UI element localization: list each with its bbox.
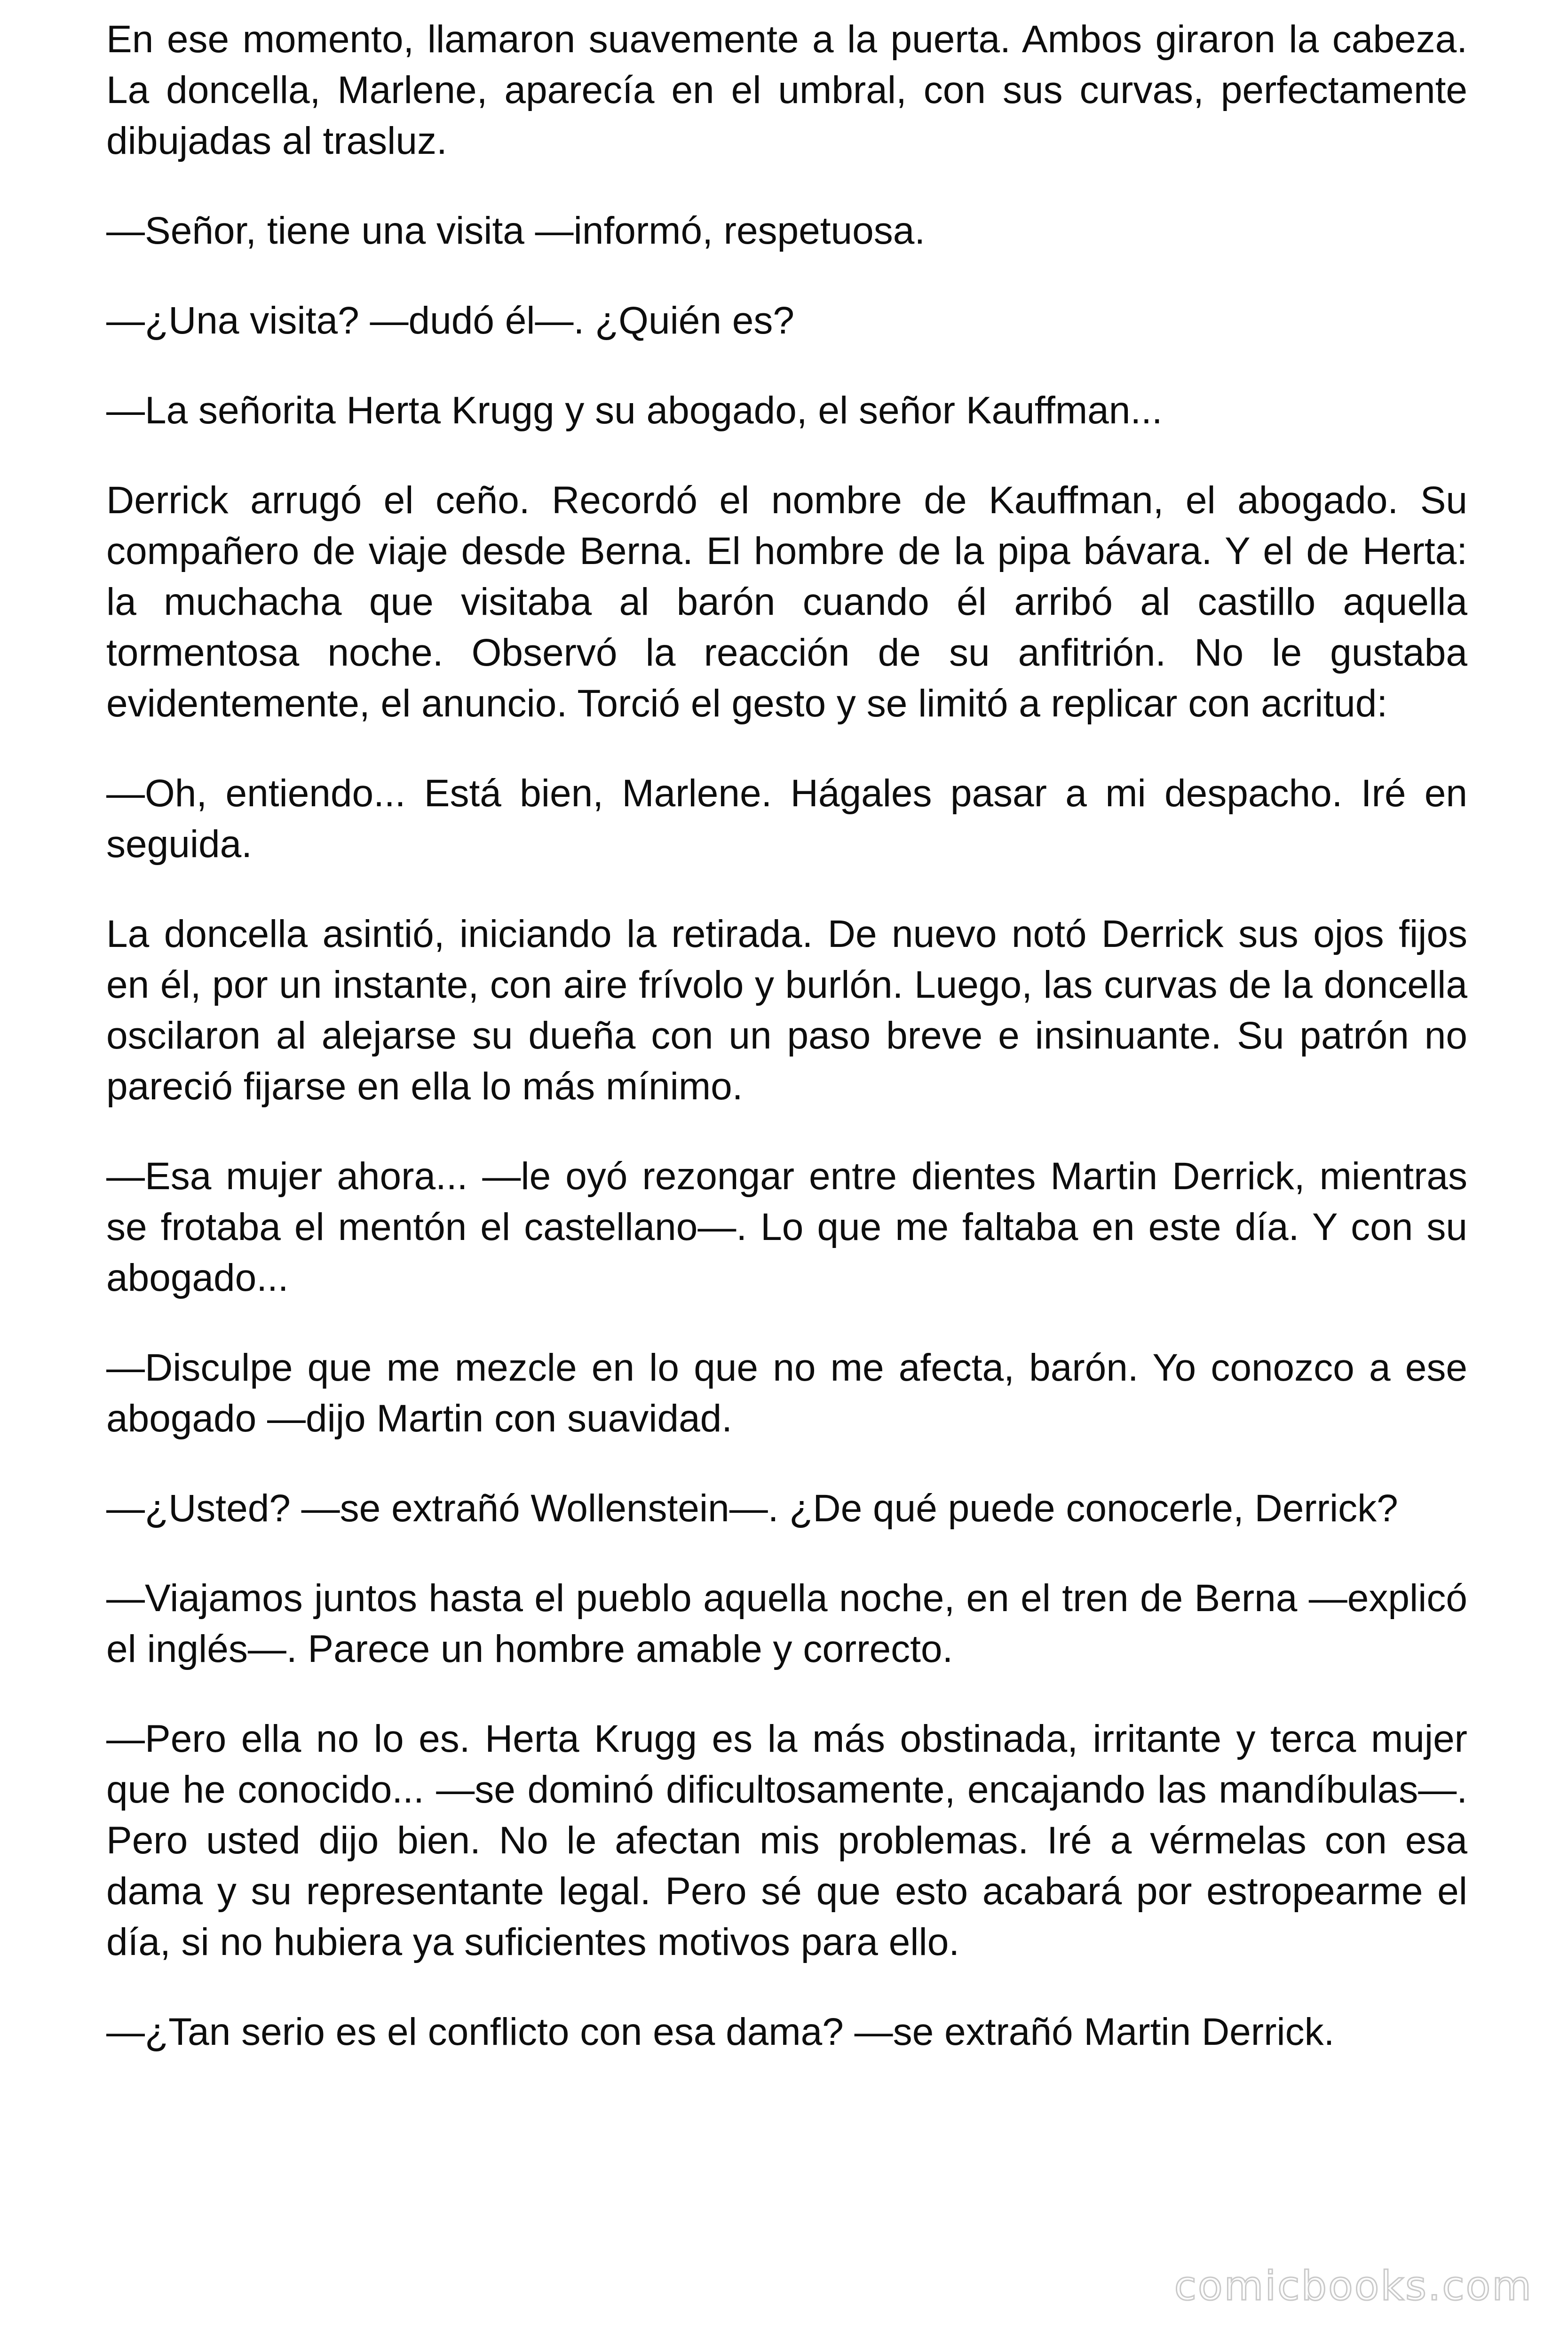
paragraph: —Esa mujer ahora... —le oyó rezongar entre dientes Martin Derrick, mientras se frotaba el mentón el castellano—. Lo que me faltaba en este día. Y con su abogado... [106, 1155, 1467, 1299]
watermark-text: comicbooks.com [1174, 2263, 1533, 2310]
paragraph: —¿Usted? —se extrañó Wollenstein—. ¿De qué puede conocerle, Derrick? [106, 1487, 1398, 1530]
paragraph: La doncella asintió, iniciando la retirada. De nuevo notó Derrick sus ojos fijos en él, por un instante, con aire frívolo y burlón. Luego, las curvas de la doncella oscilaron al alejarse su dueña con un paso breve e insinuante. Su patrón no pareció fijarse en ella lo más mínimo. [106, 913, 1467, 1108]
paragraph: —Oh, entiendo... Está bien, Marlene. Hágales pasar a mi despacho. Iré en seguida. [106, 772, 1467, 866]
paragraph: —Señor, tiene una visita —informó, respetuosa. [106, 209, 926, 252]
text-body [106, 14, 1467, 2058]
paragraph: —¿Una visita? —dudó él—. ¿Quién es? [106, 299, 794, 342]
paragraph: —Pero ella no lo es. Herta Krugg es la más obstinada, irritante y terca mujer que he conocido... —se dominó dificultosamente, encajando las mandíbulas—. Pero usted dijo bien. No le afectan mis problemas. Iré a vérmelas con esa dama y su representante legal. Pero sé que esto acabará por estropearme el día, si no hubiera ya suficientes motivos para ello. [106, 1717, 1467, 1963]
paragraph: —¿Tan serio es el conflicto con esa dama? —se extrañó Martin Derrick. [106, 2010, 1335, 2053]
paragraph: En ese momento, llamaron suavemente a la puerta. Ambos giraron la cabeza. La doncella, Marlene, aparecía en el umbral, con sus curvas, perfectamente dibujadas al trasluz. [106, 18, 1467, 162]
paragraph: —La señorita Herta Krugg y su abogado, el señor Kauffman... [106, 389, 1163, 432]
paragraph: —Viajamos juntos hasta el pueblo aquella noche, en el tren de Berna —explicó el inglés—. Parece un hombre amable y correcto. [106, 1577, 1467, 1670]
paragraph: Derrick arrugó el ceño. Recordó el nombre de Kauffman, el abogado. Su compañero de viaje desde Berna. El hombre de la pipa bávara. Y el de Herta: la muchacha que visitaba al barón cuando él arribó al castillo aquella tormentosa noche. Observó la reacción de su anfitrión. No le gustaba evidentemente, el anuncio. Torció el gesto y se limitó a replicar con acritud: [106, 479, 1467, 725]
paragraph: —Disculpe que me mezcle en lo que no me afecta, barón. Yo conozco a ese abogado —dijo Martin con suavidad. [106, 1346, 1467, 1440]
